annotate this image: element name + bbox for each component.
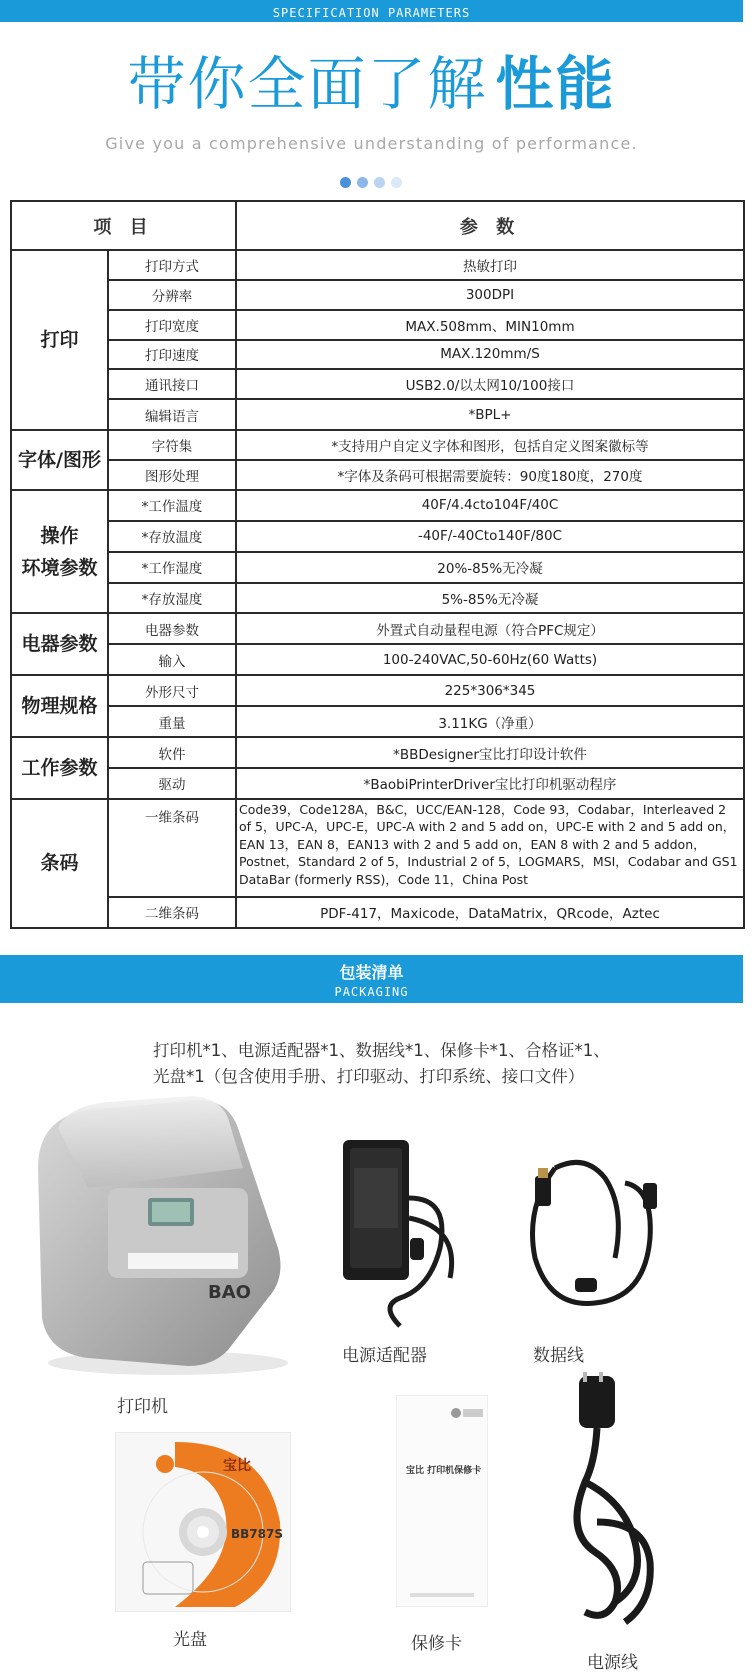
disc-caption: 光盘 bbox=[173, 1630, 207, 1650]
item-cell: 打印宽度 bbox=[108, 310, 236, 340]
category-cell: 打印 bbox=[11, 250, 108, 430]
table-row bbox=[11, 430, 744, 460]
power-adapter-image bbox=[340, 1138, 470, 1328]
packaging-list bbox=[153, 1038, 610, 1090]
table-row bbox=[11, 250, 744, 280]
category-cell: 电器参数 bbox=[11, 613, 108, 675]
power-cord-caption: 电源线 bbox=[587, 1653, 638, 1673]
dot-3[interactable] bbox=[374, 177, 385, 188]
item-cell: 驱动 bbox=[108, 768, 236, 799]
item-cell: 编辑语言 bbox=[108, 399, 236, 430]
disc-brand: 宝比 bbox=[223, 1458, 251, 1474]
item-cell: 分辨率 bbox=[108, 280, 236, 310]
category-cell: 字体/图形 bbox=[11, 430, 108, 490]
table-row bbox=[11, 799, 744, 897]
table-row bbox=[11, 280, 744, 310]
cable-caption: 数据线 bbox=[533, 1346, 584, 1366]
value-cell: Code39，Code128A，B&C，UCC/EAN-128，Code 93，Codabar，Interleaved 2 of 5，UPC-A，UPC-E，UPC-A with 2 and 5 add on，UPC-E with 2 and 5 add on，EAN 13，EAN 8，EAN13 with 2 and 5 add on，EAN 8 with 2 and 5 addon，Postnet，Standard 2 of 5，Industrial 2 of 5，LOGMARS，MSI，Codabar and GS1 DataBar (formerly RSS)，Code 11，China Post bbox=[236, 799, 744, 897]
data-cable-image bbox=[515, 1148, 665, 1318]
warranty-caption: 保修卡 bbox=[411, 1634, 462, 1654]
carousel-dots bbox=[340, 177, 402, 188]
item-cell: 软件 bbox=[108, 737, 236, 768]
item-cell: 电器参数 bbox=[108, 613, 236, 644]
table-row bbox=[11, 706, 744, 737]
value-cell: 300DPI bbox=[236, 280, 744, 310]
category-cell: 操作 环境参数 bbox=[11, 490, 108, 614]
dot-2[interactable] bbox=[357, 177, 368, 188]
packaging-line-1: 打印机*1、电源适配器*1、数据线*1、保修卡*1、合格证*1、 bbox=[153, 1041, 610, 1060]
packaging-header-bar bbox=[0, 955, 743, 1003]
category-cell: 条码 bbox=[11, 799, 108, 928]
item-cell: 外形尺寸 bbox=[108, 675, 236, 706]
value-cell: 20%-85%无冷凝 bbox=[236, 552, 744, 583]
spec-header-bar bbox=[0, 0, 743, 22]
packaging-title: 包装清单 bbox=[339, 963, 404, 982]
page-title bbox=[0, 44, 743, 124]
item-cell: *存放温度 bbox=[108, 521, 236, 552]
value-cell: *字体及条码可根据需要旋转：90度180度，270度 bbox=[236, 460, 744, 490]
item-cell: 输入 bbox=[108, 644, 236, 675]
category-cell: 工作参数 bbox=[11, 737, 108, 799]
table-row bbox=[11, 552, 744, 583]
item-cell: 二维条码 bbox=[108, 897, 236, 928]
item-cell: *存放湿度 bbox=[108, 583, 236, 614]
value-cell: USB2.0/以太网10/100接口 bbox=[236, 369, 744, 399]
item-cell: 打印方式 bbox=[108, 250, 236, 280]
item-cell: *工作湿度 bbox=[108, 552, 236, 583]
table-row bbox=[11, 340, 744, 370]
value-cell: *支持用户自定义字体和图形，包括自定义图案徽标等 bbox=[236, 430, 744, 460]
spec-header-label: SPECIFICATION PARAMETERS bbox=[272, 6, 471, 20]
value-cell: -40F/-40Cto140F/80C bbox=[236, 521, 744, 552]
spec-table bbox=[10, 200, 745, 929]
item-cell: 字符集 bbox=[108, 430, 236, 460]
value-cell: *BBDesigner宝比打印设计软件 bbox=[236, 737, 744, 768]
table-row bbox=[11, 369, 744, 399]
power-cord-image bbox=[555, 1372, 670, 1630]
value-cell: 5%-85%无冷凝 bbox=[236, 583, 744, 614]
title-normal: 带你全面了解 bbox=[127, 50, 488, 118]
printer-image bbox=[28, 1088, 290, 1380]
value-cell: 外置式自动量程电源（符合PFC规定） bbox=[236, 613, 744, 644]
item-cell: *工作温度 bbox=[108, 490, 236, 521]
table-row bbox=[11, 768, 744, 799]
packaging-line-2: 光盘*1（包含使用手册、打印驱动、打印系统、接口文件） bbox=[153, 1067, 585, 1086]
disc-image bbox=[115, 1432, 291, 1612]
item-cell: 一维条码 bbox=[108, 799, 236, 897]
table-row bbox=[11, 613, 744, 644]
value-cell: 热敏打印 bbox=[236, 250, 744, 280]
table-row bbox=[11, 583, 744, 614]
item-cell: 通讯接口 bbox=[108, 369, 236, 399]
col-header-item: 项 目 bbox=[11, 201, 236, 250]
title-bold: 性能 bbox=[495, 50, 616, 118]
value-cell: *BPL+ bbox=[236, 399, 744, 430]
value-cell: 100-240VAC,50-60Hz(60 Watts) bbox=[236, 644, 744, 675]
table-row bbox=[11, 644, 744, 675]
value-cell: 3.11KG（净重） bbox=[236, 706, 744, 737]
printer-badge: BAO bbox=[208, 1282, 251, 1303]
value-cell: MAX.508mm、MIN10mm bbox=[236, 310, 744, 340]
value-cell: 40F/4.4cto104F/40C bbox=[236, 490, 744, 521]
table-row bbox=[11, 675, 744, 706]
table-row bbox=[11, 521, 744, 552]
table-row bbox=[11, 897, 744, 928]
value-cell: PDF-417，Maxicode，DataMatrix，QRcode，Aztec bbox=[236, 897, 744, 928]
table-row bbox=[11, 310, 744, 340]
category-cell: 物理规格 bbox=[11, 675, 108, 737]
value-cell: *BaobiPrinterDriver宝比打印机驱动程序 bbox=[236, 768, 744, 799]
adapter-caption: 电源适配器 bbox=[342, 1346, 427, 1366]
printer-caption: 打印机 bbox=[117, 1397, 168, 1417]
table-header-row bbox=[11, 201, 744, 250]
dot-4[interactable] bbox=[391, 177, 402, 188]
page-subtitle: Give you a comprehensive understanding of performance. bbox=[105, 134, 638, 153]
warranty-card-image bbox=[396, 1395, 488, 1607]
table-row bbox=[11, 737, 744, 768]
table-row bbox=[11, 490, 744, 521]
dot-1[interactable] bbox=[340, 177, 351, 188]
warranty-card-title: 宝比 打印机保修卡 bbox=[406, 1466, 482, 1476]
packaging-subtitle: PACKAGING bbox=[334, 985, 409, 999]
table-row bbox=[11, 460, 744, 490]
item-cell: 图形处理 bbox=[108, 460, 236, 490]
item-cell: 重量 bbox=[108, 706, 236, 737]
value-cell: 225*306*345 bbox=[236, 675, 744, 706]
col-header-param: 参 数 bbox=[236, 201, 744, 250]
item-cell: 打印速度 bbox=[108, 340, 236, 370]
table-row bbox=[11, 399, 744, 430]
disc-model: BB787S bbox=[231, 1527, 283, 1541]
value-cell: MAX.120mm/S bbox=[236, 340, 744, 370]
